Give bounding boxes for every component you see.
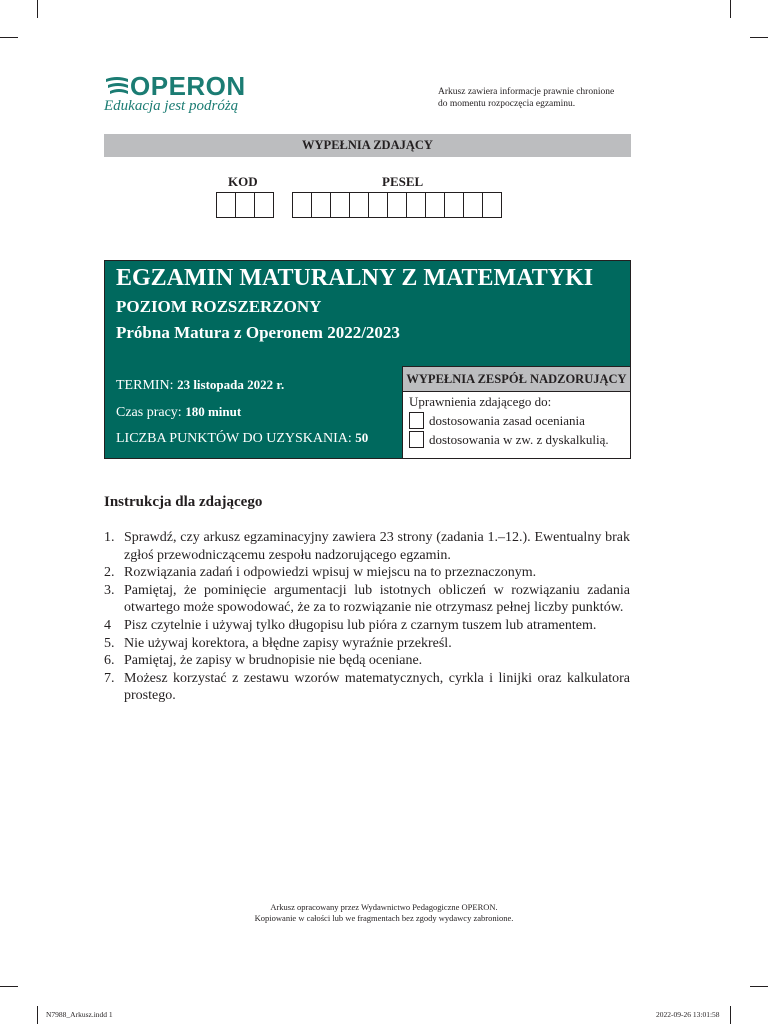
kod-digit-box[interactable] (236, 193, 255, 217)
student-fill-bar: WYPEŁNIA ZDAJĄCY (104, 134, 631, 157)
item-number: 7. (104, 670, 115, 686)
pesel-digit-box[interactable] (483, 193, 501, 217)
operon-logo (104, 72, 264, 122)
option-row (409, 412, 624, 429)
list-item (104, 529, 630, 564)
kod-digit-box[interactable] (255, 193, 273, 217)
crop-mark (750, 986, 768, 987)
list-item (104, 635, 630, 653)
exam-date (116, 377, 284, 394)
supervisor-intro: Uprawnienia zdającego do: (409, 394, 552, 409)
pesel-digit-box[interactable] (312, 193, 331, 217)
instructions-title: Instrukcja dla zdającego (104, 494, 263, 510)
crop-mark (37, 0, 38, 18)
crop-mark (730, 0, 731, 18)
crop-mark (0, 37, 18, 38)
pesel-digit-box[interactable] (445, 193, 464, 217)
supervisor-box (402, 366, 631, 459)
file-slug: N7988_Arkusz.indd 1 (46, 1010, 113, 1019)
pesel-boxes[interactable] (292, 192, 502, 218)
pesel-digit-box[interactable] (350, 193, 369, 217)
kod-label: KOD (228, 174, 258, 189)
crop-mark (0, 986, 18, 987)
pesel-digit-box[interactable] (331, 193, 350, 217)
brand-tagline: Edukacja jest podróżą (104, 98, 239, 114)
exam-title: EGZAMIN MATURALNY Z MATEMATYKI (116, 265, 594, 291)
item-text: Pamiętaj, że pominięcie argumentacji lub istotnych obliczeń w rozwiązaniu zadania otwartego może spowodować, że za to rozwiązanie nie otrzymasz pełnej liczby punktów. (124, 582, 630, 616)
item-number: 3. (104, 582, 115, 598)
kod-boxes[interactable] (216, 192, 274, 218)
item-number: 1. (104, 530, 115, 545)
item-text: Pamiętaj, że zapisy w brudnopisie nie będą oceniane. (124, 653, 423, 669)
book-icon (104, 75, 130, 99)
notice-line: Arkusz zawiera informacje prawnie chronione (438, 87, 615, 97)
item-text: Możesz korzystać z zestawu wzorów matematycznych, cyrkla i linijki oraz kalkulatora prostego. (124, 670, 630, 704)
option-row (409, 431, 624, 448)
list-item (104, 564, 630, 582)
exam-level: POZIOM ROZSZERZONY (116, 297, 322, 316)
footer-line: Kopiowanie w całości lub we fragmentach bez zgody wydawcy zabronione. (254, 913, 514, 923)
exam-points (116, 430, 368, 447)
item-number: 2. (104, 565, 115, 581)
option-label: dostosowania w zw. z dyskalkulią. (429, 431, 609, 447)
item-number: 6. (104, 653, 115, 669)
termin-value: 23 listopada 2022 r. (177, 377, 285, 392)
supervisor-header: WYPEŁNIA ZESPÓŁ NADZORUJĄCY (403, 367, 630, 392)
notice-line: do momentu rozpoczęcia egzaminu. (438, 99, 576, 109)
list-item (104, 617, 630, 635)
item-number: 4 (104, 617, 111, 633)
points-value: 50 (355, 430, 369, 445)
crop-mark (750, 37, 768, 38)
item-number: 5. (104, 635, 115, 651)
crop-mark (730, 1006, 731, 1024)
pesel-digit-box[interactable] (426, 193, 445, 217)
time-value: 180 minut (185, 404, 242, 419)
checkbox[interactable] (409, 412, 424, 429)
item-text: Sprawdź, czy arkusz egzaminacyjny zawiera 23 strony (zadania 1.–12.). Ewentualny brak zgłoś przewodniczącemu zespołu nadzorującego egzamin. (124, 530, 630, 563)
list-item (104, 582, 630, 617)
checkbox[interactable] (409, 431, 424, 448)
exam-duration (116, 404, 241, 421)
pesel-digit-box[interactable] (407, 193, 426, 217)
instructions-list (104, 529, 630, 705)
pesel-digit-box[interactable] (388, 193, 407, 217)
timestamp-slug: 2022-09-26 13:01:58 (656, 1010, 720, 1019)
pesel-digit-box[interactable] (369, 193, 388, 217)
pesel-digit-box[interactable] (464, 193, 483, 217)
pesel-digit-box[interactable] (293, 193, 312, 217)
time-label: Czas pracy: (116, 405, 186, 420)
item-text: Nie używaj korektora, a błędne zapisy wyraźnie przekreśl. (124, 635, 452, 651)
option-label: dostosowania zasad oceniania (429, 412, 585, 428)
kod-digit-box[interactable] (217, 193, 236, 217)
list-item (104, 652, 630, 670)
exam-subtitle: Próbna Matura z Operonem 2022/2023 (116, 323, 400, 342)
brand-name: OPERON (130, 71, 246, 101)
crop-mark (37, 1006, 38, 1024)
points-label: LICZBA PUNKTÓW DO UZYSKANIA: (116, 431, 356, 446)
confidentiality-notice (438, 86, 638, 110)
termin-label: TERMIN: (116, 378, 178, 393)
item-text: Rozwiązania zadań i odpowiedzi wpisuj w miejscu na to przeznaczonym. (124, 565, 537, 581)
publisher-footer (0, 902, 768, 924)
pesel-label: PESEL (382, 174, 424, 189)
footer-line: Arkusz opracowany przez Wydawnictwo Pedagogiczne OPERON. (270, 902, 498, 912)
item-text: Pisz czytelnie i używaj tylko długopisu lub pióra z czarnym tuszem lub atramentem. (124, 617, 597, 633)
list-item (104, 670, 630, 705)
